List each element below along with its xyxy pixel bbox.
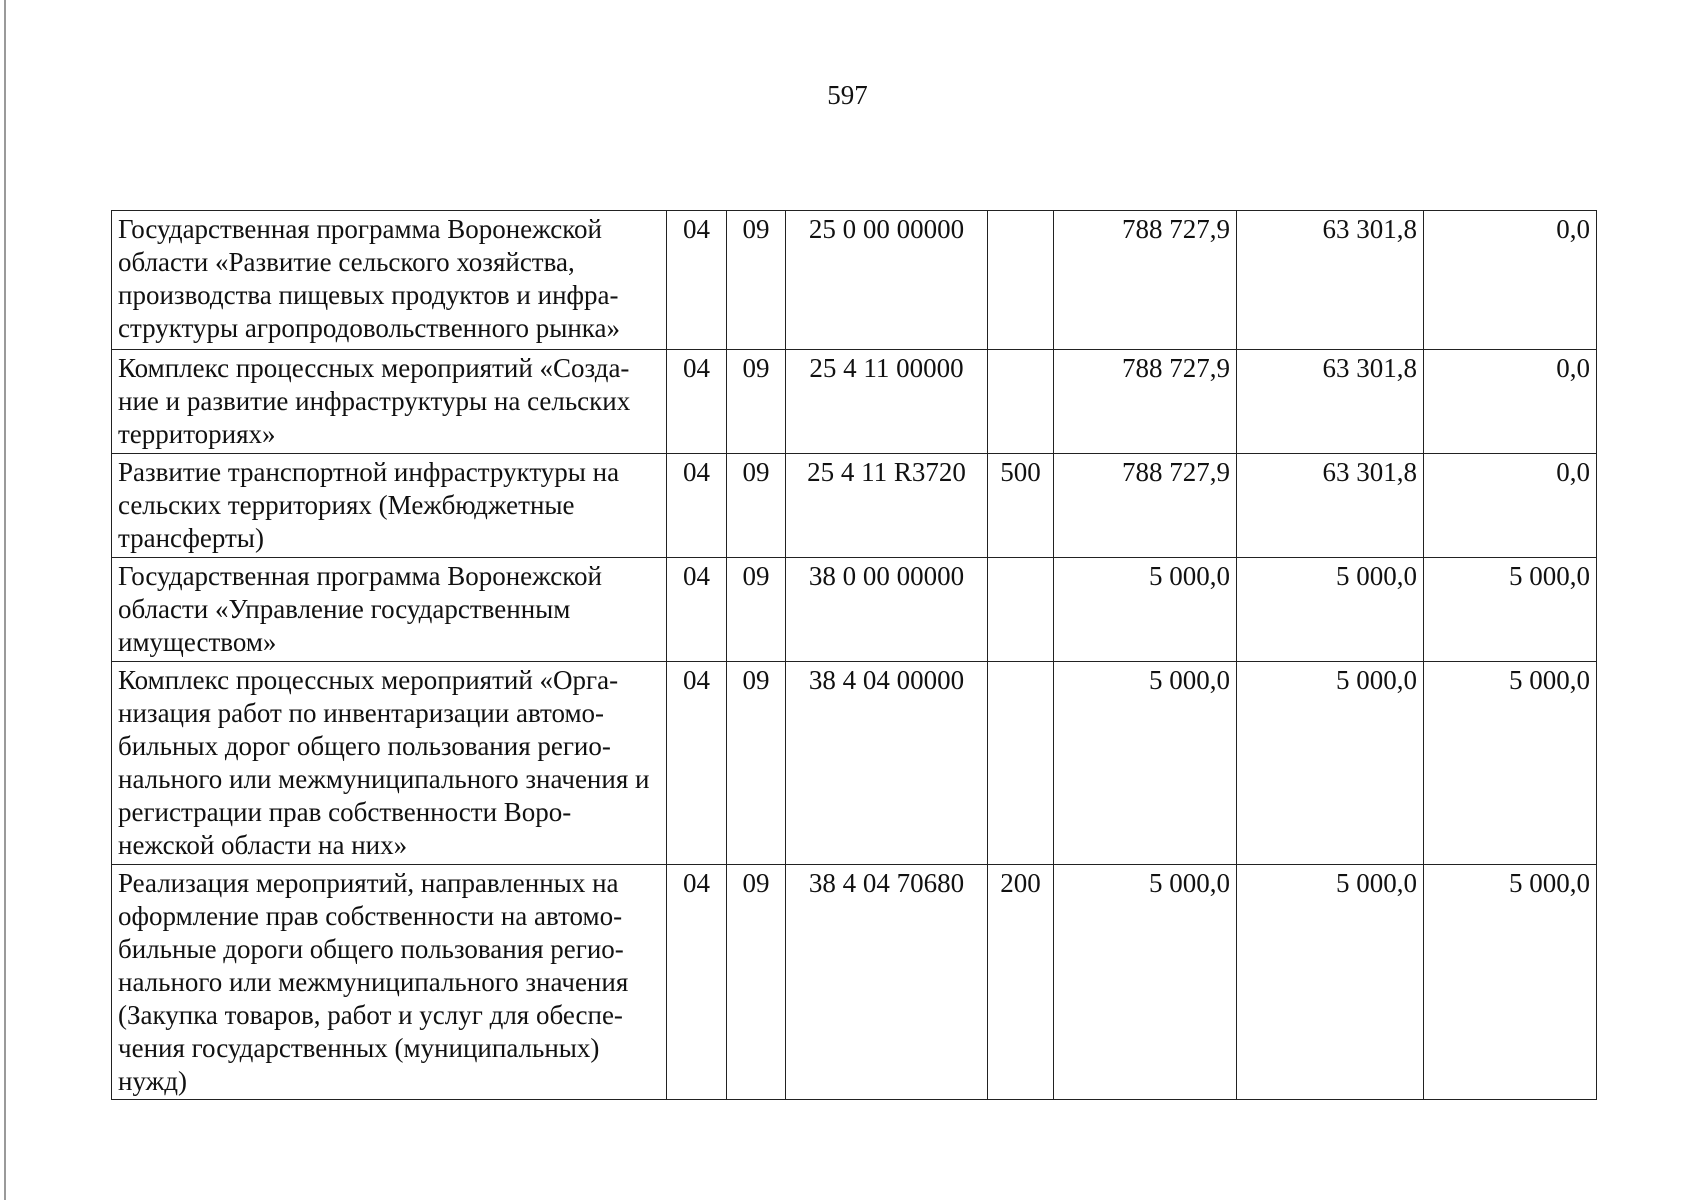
- row-expense-type-code: [988, 350, 1054, 454]
- row-expense-type-code: 500: [988, 454, 1054, 558]
- row-section-code: 04: [667, 211, 727, 350]
- row-section-code: 04: [667, 662, 727, 865]
- row-amount-year-3: 0,0: [1424, 211, 1597, 350]
- row-name: Комплекс процессных мероприятий «Созда-ние и развитие инфраструктуры на сельских территориях»: [112, 350, 667, 454]
- row-section-code: 04: [667, 865, 727, 1100]
- row-target-article-code: 25 4 11 R3720: [786, 454, 988, 558]
- table-row: [112, 454, 1597, 558]
- row-target-article-code: 38 4 04 70680: [786, 865, 988, 1100]
- row-expense-type-code: 200: [988, 865, 1054, 1100]
- table-row: [112, 350, 1597, 454]
- row-section-code: 04: [667, 454, 727, 558]
- table-row: [112, 662, 1597, 865]
- row-name: Комплекс процессных мероприятий «Орга-низация работ по инвентаризации автомо-бильных дорог общего пользования регио-нального или межмуниципального значения и регистрации прав собственности Воро-нежской области на них»: [112, 662, 667, 865]
- row-amount-year-2: 5 000,0: [1237, 865, 1424, 1100]
- row-target-article-code: 25 0 00 00000: [786, 211, 988, 350]
- row-subsection-code: 09: [727, 558, 786, 662]
- row-expense-type-code: [988, 558, 1054, 662]
- table-row: [112, 558, 1597, 662]
- row-amount-year-3: 0,0: [1424, 454, 1597, 558]
- row-amount-year-1: 788 727,9: [1054, 350, 1237, 454]
- page-left-edge: [4, 0, 6, 1200]
- row-amount-year-1: 788 727,9: [1054, 211, 1237, 350]
- row-target-article-code: 25 4 11 00000: [786, 350, 988, 454]
- row-amount-year-2: 63 301,8: [1237, 454, 1424, 558]
- row-amount-year-1: 5 000,0: [1054, 865, 1237, 1100]
- row-expense-type-code: [988, 662, 1054, 865]
- row-amount-year-3: 0,0: [1424, 350, 1597, 454]
- row-amount-year-2: 5 000,0: [1237, 558, 1424, 662]
- row-amount-year-2: 63 301,8: [1237, 211, 1424, 350]
- row-amount-year-1: 788 727,9: [1054, 454, 1237, 558]
- row-amount-year-3: 5 000,0: [1424, 662, 1597, 865]
- row-expense-type-code: [988, 211, 1054, 350]
- row-name: Реализация мероприятий, направленных на оформление прав собственности на автомо-бильные дороги общего пользования регио-нального или межмуниципального значения (Закупка товаров, работ и услуг для обеспе-чения государственных (муниципальных) нужд): [112, 865, 667, 1100]
- row-name: Государственная программа Воронежской области «Развитие сельского хозяйства, производства пищевых продуктов и инфра-структуры агропродовольственного рынка»: [112, 211, 667, 350]
- row-subsection-code: 09: [727, 865, 786, 1100]
- row-target-article-code: 38 0 00 00000: [786, 558, 988, 662]
- row-amount-year-3: 5 000,0: [1424, 558, 1597, 662]
- row-subsection-code: 09: [727, 662, 786, 865]
- row-subsection-code: 09: [727, 211, 786, 350]
- row-amount-year-1: 5 000,0: [1054, 662, 1237, 865]
- row-name: Государственная программа Воронежской области «Управление государственным имуществом»: [112, 558, 667, 662]
- row-amount-year-1: 5 000,0: [1054, 558, 1237, 662]
- row-section-code: 04: [667, 350, 727, 454]
- row-target-article-code: 38 4 04 00000: [786, 662, 988, 865]
- page-number: 597: [827, 80, 868, 110]
- table-row: [112, 211, 1597, 350]
- budget-table: [111, 210, 1597, 1100]
- row-subsection-code: 09: [727, 350, 786, 454]
- table-row: [112, 865, 1597, 1100]
- row-amount-year-3: 5 000,0: [1424, 865, 1597, 1100]
- row-subsection-code: 09: [727, 454, 786, 558]
- row-amount-year-2: 63 301,8: [1237, 350, 1424, 454]
- row-section-code: 04: [667, 558, 727, 662]
- row-name: Развитие транспортной инфраструктуры на сельских территориях (Межбюджетные трансферты): [112, 454, 667, 558]
- row-amount-year-2: 5 000,0: [1237, 662, 1424, 865]
